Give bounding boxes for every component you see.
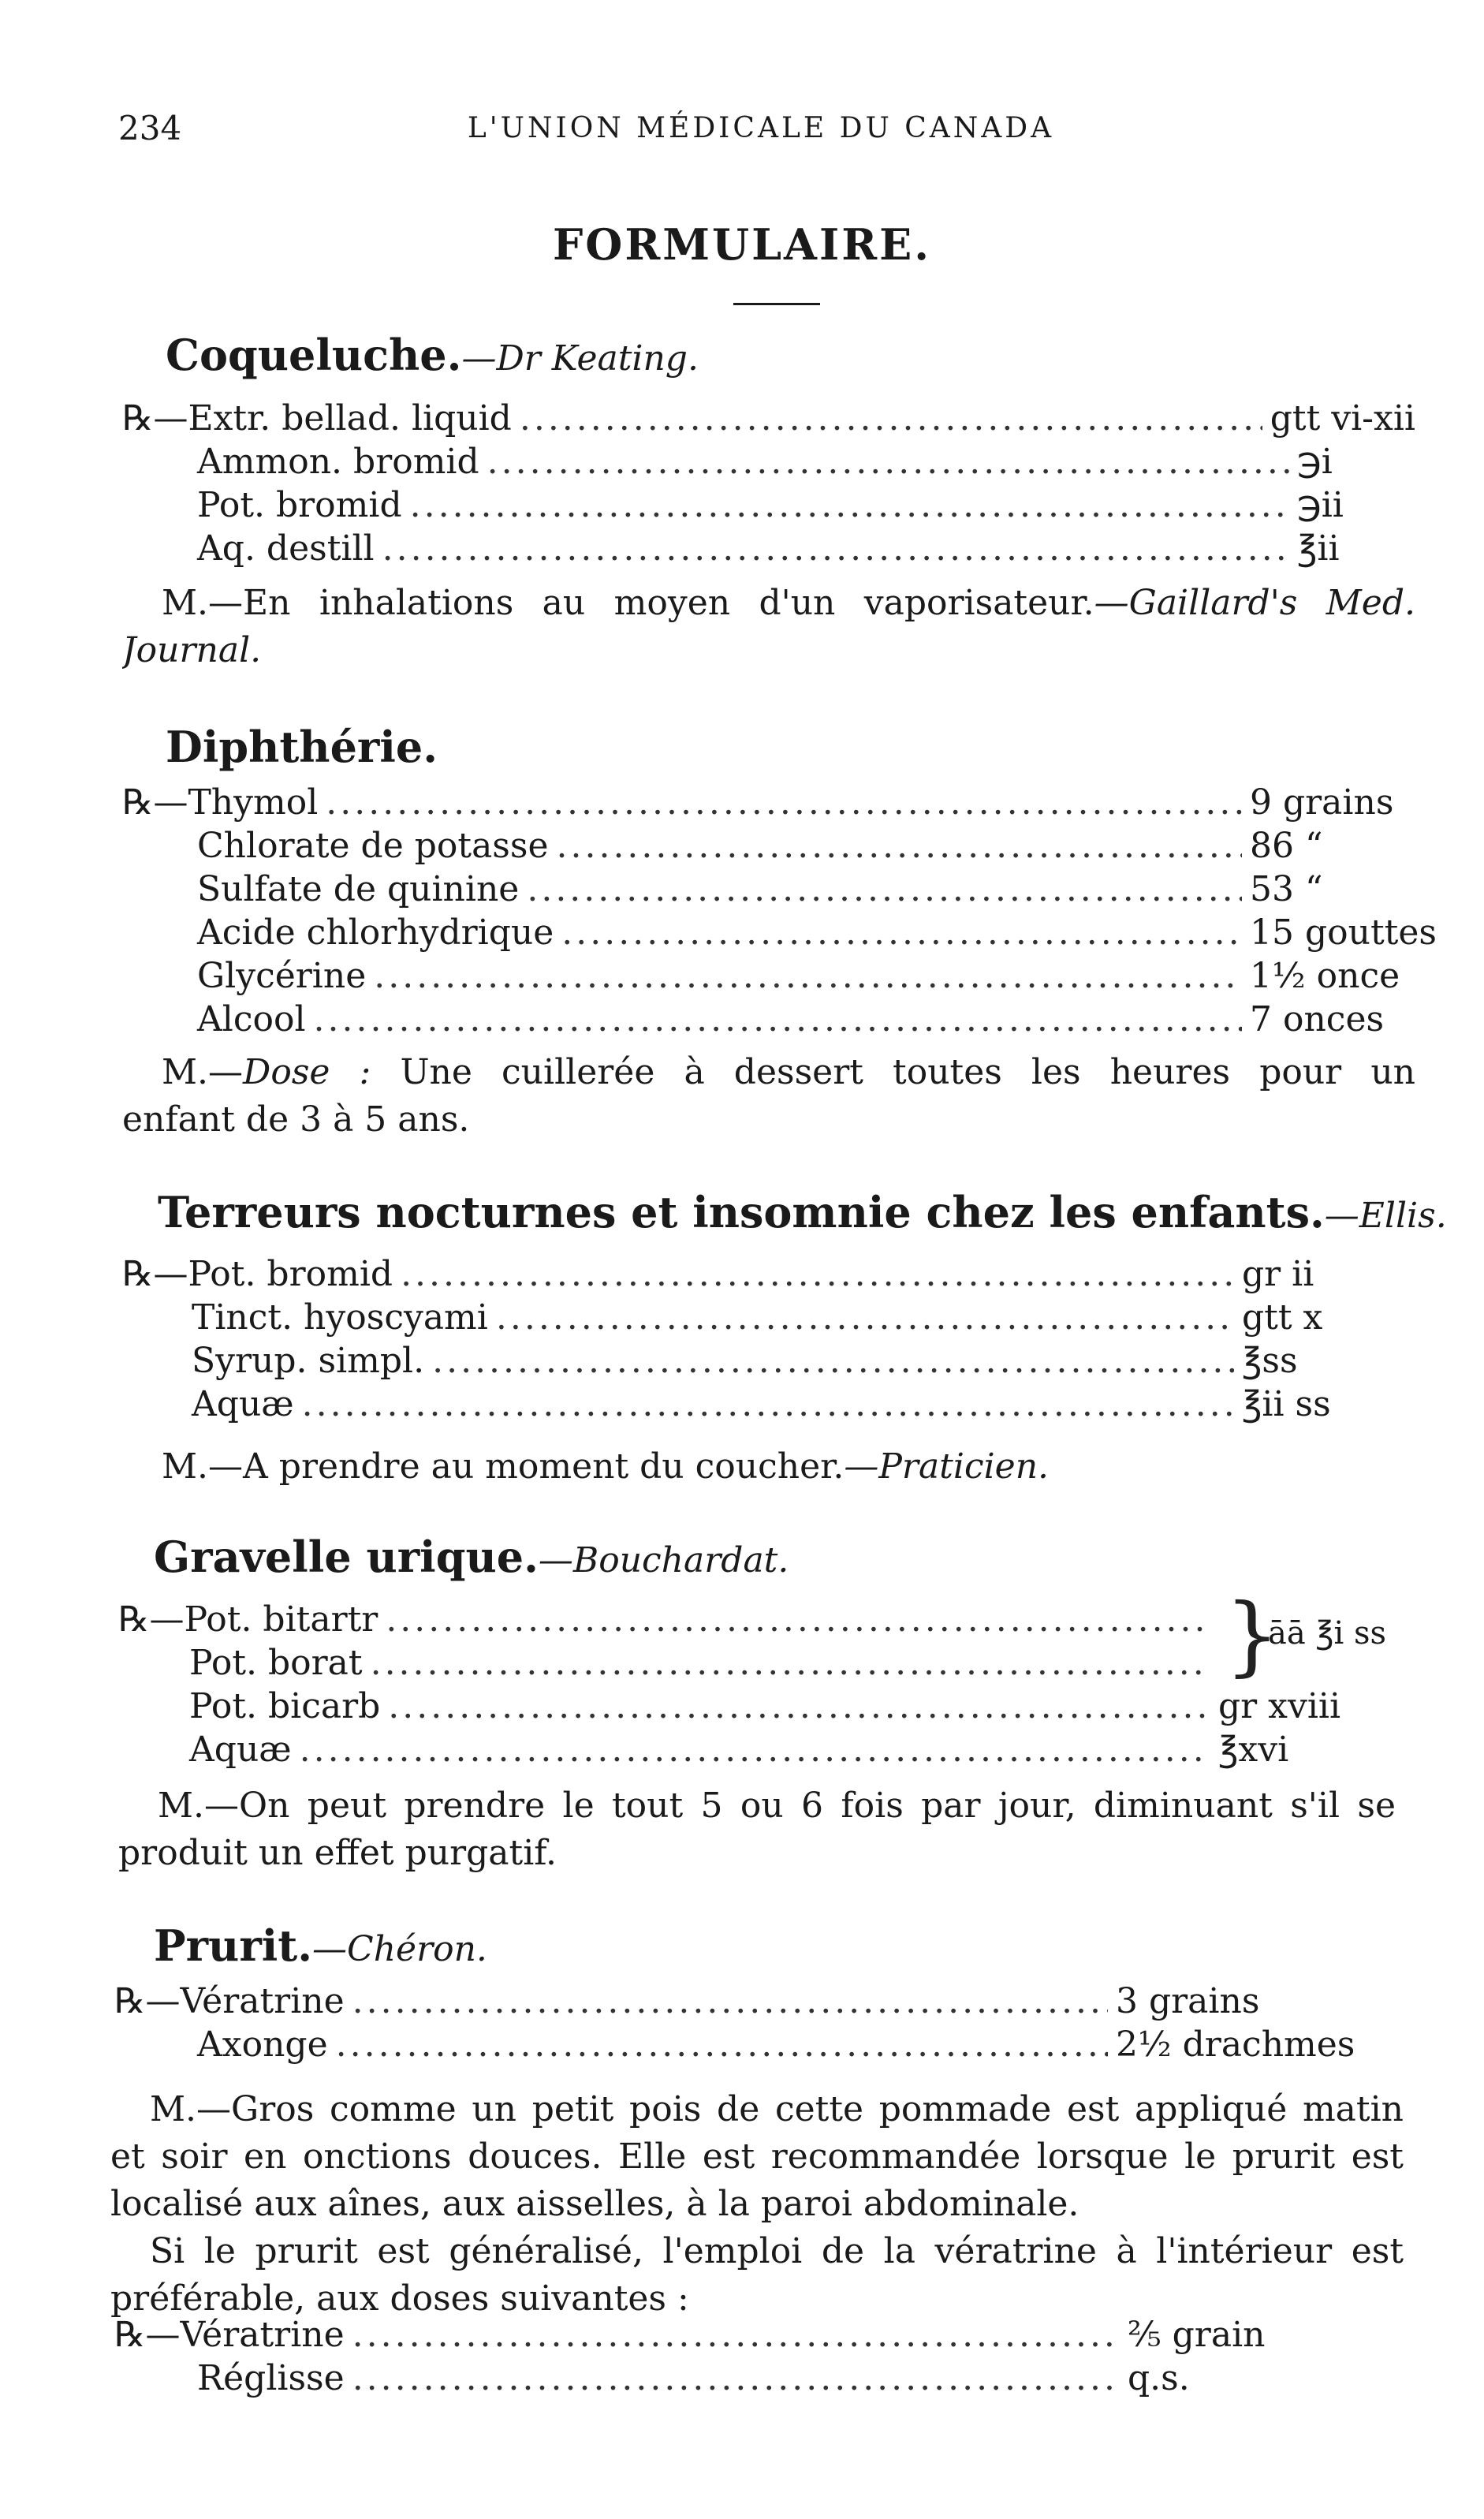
prescription-line: Sulfate de quinine ..... 53 “: [197, 869, 1415, 909]
prescription-line: Réglisse ..... q.s.: [197, 2358, 1262, 2398]
prescription-line: Pot. bromid ..... ℈ii: [197, 485, 1415, 524]
journal-title: L'UNION MÉDICALE DU CANADA: [467, 112, 1055, 144]
note-terreurs: M.—A prendre au moment du coucher.—Praticien.: [162, 1446, 1050, 1487]
section-author: —Ellis.: [1324, 1196, 1447, 1236]
prescription-line: ℞—Pot. bitartr .....: [118, 1599, 1218, 1639]
note-gravelle: M.—On peut prendre le tout 5 ou 6 fois par jour, diminuant s'il se produit un effet purgatif.: [118, 1786, 1396, 1873]
section-heading: Terreurs nocturnes et insomnie chez les enfants.: [158, 1187, 1325, 1237]
prescription-line: Syrup. simpl. ..... ℥ss: [192, 1341, 1360, 1380]
prescription-line: Pot. borat .....: [189, 1643, 1218, 1682]
section-author: —Chéron.: [312, 1929, 487, 1969]
prescription-line: Alcool ..... 7 onces: [197, 999, 1415, 1039]
note-prurit: M.—Gros comme un petit pois de cette pommade est appliqué matin et soir en onctions douces. Elle est recommandée lorsque le prurit est localisé aux aînes, aux aisselles, à la paroi abdominale. Si le prurit est généralisé, l'emploi de la vératrine à l'intérieur est préférable, aux doses suivantes :: [110, 2089, 1404, 2319]
prescription-line: Acide chlorhydrique ..... 15 gouttes: [197, 912, 1415, 952]
prescription-line: Glycérine ..... 1½ once: [197, 956, 1415, 995]
section-heading: Gravelle urique.: [154, 1532, 539, 1582]
title-divider: [733, 303, 820, 305]
prescription-line: Aq. destill ..... ℥ii: [197, 528, 1415, 568]
prescription-line: Tinct. hyoscyami ..... gtt x: [192, 1297, 1360, 1337]
page-number: 234: [118, 109, 182, 147]
section-author: —Dr Keating.: [461, 338, 699, 379]
prescription-line: ℞—Thymol ..... 9 grains: [122, 782, 1415, 822]
prescription-line: Pot. bicarb ..... gr xviii: [189, 1686, 1364, 1726]
brace-symbol: }: [1225, 1584, 1280, 1685]
note-coqueluche: M.—En inhalations au moyen d'un vaporisateur.—Gaillard's Med. Journal.: [122, 583, 1415, 670]
section-heading: Diphthérie.: [166, 722, 438, 772]
prescription-line: Aquæ ..... ℥xvi: [189, 1730, 1364, 1769]
section-title-terreurs-nocturnes: [158, 1187, 1447, 1237]
section-heading: Prurit.: [154, 1920, 313, 1971]
prescription-line: Ammon. bromid ..... ℈i: [197, 442, 1415, 481]
prescription-line: ℞—Pot. bromid ..... gr ii: [122, 1254, 1360, 1293]
section-title-prurit: [154, 1920, 487, 1971]
running-head: [118, 109, 1404, 156]
section-title-gravelle-urique: [154, 1532, 789, 1582]
note-diphtherie: M.—Dose : Une cuillerée à dessert toutes les heures pour un enfant de 3 à 5 ans.: [122, 1052, 1415, 1140]
section-author: —Bouchardat.: [538, 1540, 789, 1580]
prescription-line: Chlorate de potasse ..... 86 “: [197, 826, 1415, 865]
prescription-line: ℞—Vératrine ..... 3 grains: [114, 1981, 1344, 2021]
page-title: FORMULAIRE.: [552, 219, 932, 270]
prescription-line: ℞—Vératrine ..... ⅖ grain: [114, 2315, 1262, 2354]
prescription-line: Axonge ..... 2½ drachmes: [197, 2025, 1344, 2064]
brace-quantity: āā ℥i ss: [1268, 1615, 1387, 1651]
section-heading: Coqueluche.: [166, 330, 462, 380]
prescription-line: ℞—Extr. bellad. liquid ..... gtt vi-xii: [122, 398, 1415, 438]
section-title-coqueluche: [166, 330, 699, 380]
section-title-diphtherie: [166, 722, 438, 772]
prescription-line: Aquæ ..... ℥ii ss: [192, 1384, 1360, 1424]
